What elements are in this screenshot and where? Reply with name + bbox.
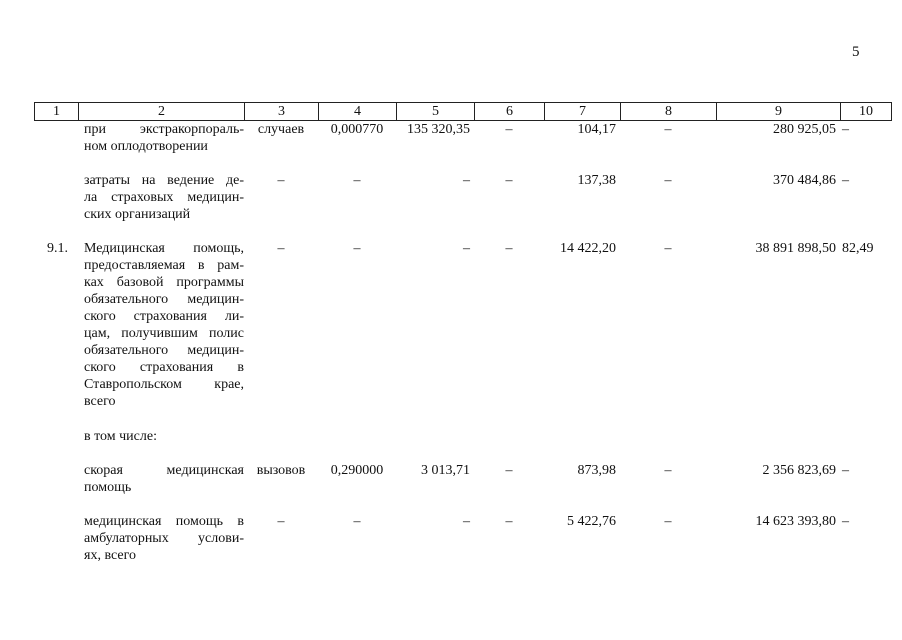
row-value-col-10 bbox=[840, 428, 890, 445]
header-cell-3: 3 bbox=[245, 103, 319, 120]
row-description bbox=[78, 428, 244, 445]
row-value-col-9: 370 484,86 bbox=[773, 173, 836, 188]
description-line: скорая медицинская bbox=[84, 463, 244, 478]
description-line: предоставляемая в рам- bbox=[84, 258, 244, 273]
row-description bbox=[78, 513, 244, 564]
row-value-col-5: – bbox=[463, 173, 470, 188]
description-line: Ставропольском крае, bbox=[84, 377, 244, 392]
row-unit: – bbox=[277, 514, 285, 529]
row-number bbox=[34, 172, 78, 223]
description-line: ках базовой программы bbox=[84, 275, 244, 290]
row-value-col-5: 135 320,35 bbox=[407, 122, 470, 137]
row-value-col-8: – bbox=[664, 241, 672, 256]
row-value-col-10: – bbox=[842, 122, 849, 137]
row-value-col-8: – bbox=[664, 463, 672, 478]
header-cell-6: 6 bbox=[475, 103, 545, 120]
row-value-col-10: – bbox=[842, 514, 849, 529]
row-value-col-9: 38 891 898,50 bbox=[755, 241, 836, 256]
table-row bbox=[34, 513, 890, 564]
description-line: помощь bbox=[84, 480, 132, 495]
description-line: ского страхования ли- bbox=[84, 309, 244, 324]
row-value-col-7: 873,98 bbox=[577, 463, 616, 478]
description-line: в том числе: bbox=[84, 429, 157, 444]
header-cell-7: 7 bbox=[545, 103, 621, 120]
row-value-col-5: – bbox=[463, 241, 470, 256]
table-header-row bbox=[34, 102, 892, 121]
table-row bbox=[34, 121, 890, 155]
page-number: 5 bbox=[852, 44, 860, 60]
row-value-col-7: 137,38 bbox=[577, 173, 616, 188]
description-line: ского страхования в bbox=[84, 360, 244, 375]
row-number bbox=[34, 428, 78, 445]
row-number bbox=[34, 513, 78, 564]
row-value-col-4: – bbox=[353, 514, 361, 529]
table-row bbox=[34, 428, 890, 445]
row-description bbox=[78, 172, 244, 223]
description-line: при экстракорпораль- bbox=[84, 122, 244, 137]
row-value-col-6: – bbox=[505, 122, 513, 137]
row-unit: вызовов bbox=[256, 463, 306, 478]
description-line: ских организаций bbox=[84, 207, 191, 222]
row-number: 9.1. bbox=[47, 241, 68, 256]
row-value-col-7 bbox=[544, 428, 620, 445]
row-value-col-5: 3 013,71 bbox=[421, 463, 470, 478]
row-value-col-9: 280 925,05 bbox=[773, 122, 836, 137]
row-value-col-4: – bbox=[353, 173, 361, 188]
row-value-col-9 bbox=[716, 428, 840, 445]
description-line: ях, всего bbox=[84, 548, 136, 563]
row-description bbox=[78, 240, 244, 410]
row-value-col-10: 82,49 bbox=[842, 241, 874, 256]
table-row bbox=[34, 172, 890, 223]
description-line: обязательного медицин- bbox=[84, 343, 244, 358]
row-value-col-8: – bbox=[664, 122, 672, 137]
row-unit bbox=[244, 428, 318, 445]
row-value-col-10: – bbox=[842, 463, 849, 478]
description-line: Медицинская помощь, bbox=[84, 241, 244, 256]
description-line: медицинская помощь в bbox=[84, 514, 244, 529]
row-number bbox=[34, 121, 78, 155]
row-value-col-8 bbox=[620, 428, 716, 445]
header-cell-4: 4 bbox=[319, 103, 397, 120]
row-description bbox=[78, 121, 244, 155]
description-line: амбулаторных услови- bbox=[84, 531, 244, 546]
row-value-col-6: – bbox=[505, 241, 513, 256]
header-cell-1: 1 bbox=[35, 103, 79, 120]
row-value-col-7: 104,17 bbox=[577, 122, 616, 137]
row-value-col-5 bbox=[396, 428, 474, 445]
row-value-col-4: 0,290000 bbox=[330, 463, 384, 478]
row-number bbox=[34, 462, 78, 496]
row-value-col-6: – bbox=[505, 514, 513, 529]
row-value-col-5: – bbox=[463, 514, 470, 529]
description-line: ном оплодотворении bbox=[84, 139, 208, 154]
row-value-col-7: 5 422,76 bbox=[567, 514, 616, 529]
header-cell-8: 8 bbox=[621, 103, 717, 120]
description-line: обязательного медицин- bbox=[84, 292, 244, 307]
row-value-col-4: – bbox=[353, 241, 361, 256]
row-value-col-7: 14 422,20 bbox=[560, 241, 616, 256]
row-value-col-4 bbox=[318, 428, 396, 445]
row-value-col-8: – bbox=[664, 514, 672, 529]
row-value-col-9: 14 623 393,80 bbox=[755, 514, 836, 529]
row-value-col-6 bbox=[474, 428, 544, 445]
row-value-col-8: – bbox=[664, 173, 672, 188]
row-unit: – bbox=[277, 241, 285, 256]
row-value-col-6: – bbox=[505, 173, 513, 188]
row-value-col-6: – bbox=[505, 463, 513, 478]
description-line: цам, получившим полис bbox=[84, 326, 244, 341]
header-cell-2: 2 bbox=[79, 103, 245, 120]
description-line: затраты на ведение де- bbox=[84, 173, 244, 188]
row-unit: случаев bbox=[257, 122, 305, 137]
header-cell-5: 5 bbox=[397, 103, 475, 120]
header-cell-9: 9 bbox=[717, 103, 841, 120]
description-line: ла страховых медицин- bbox=[84, 190, 244, 205]
header-cell-10: 10 bbox=[859, 104, 873, 119]
row-value-col-9: 2 356 823,69 bbox=[762, 463, 836, 478]
row-unit: – bbox=[277, 173, 285, 188]
description-line: всего bbox=[84, 394, 116, 409]
row-value-col-4: 0,000770 bbox=[330, 122, 384, 137]
row-description bbox=[78, 462, 244, 496]
table-row bbox=[34, 462, 890, 496]
row-value-col-10: – bbox=[842, 173, 849, 188]
table-row bbox=[34, 240, 890, 410]
